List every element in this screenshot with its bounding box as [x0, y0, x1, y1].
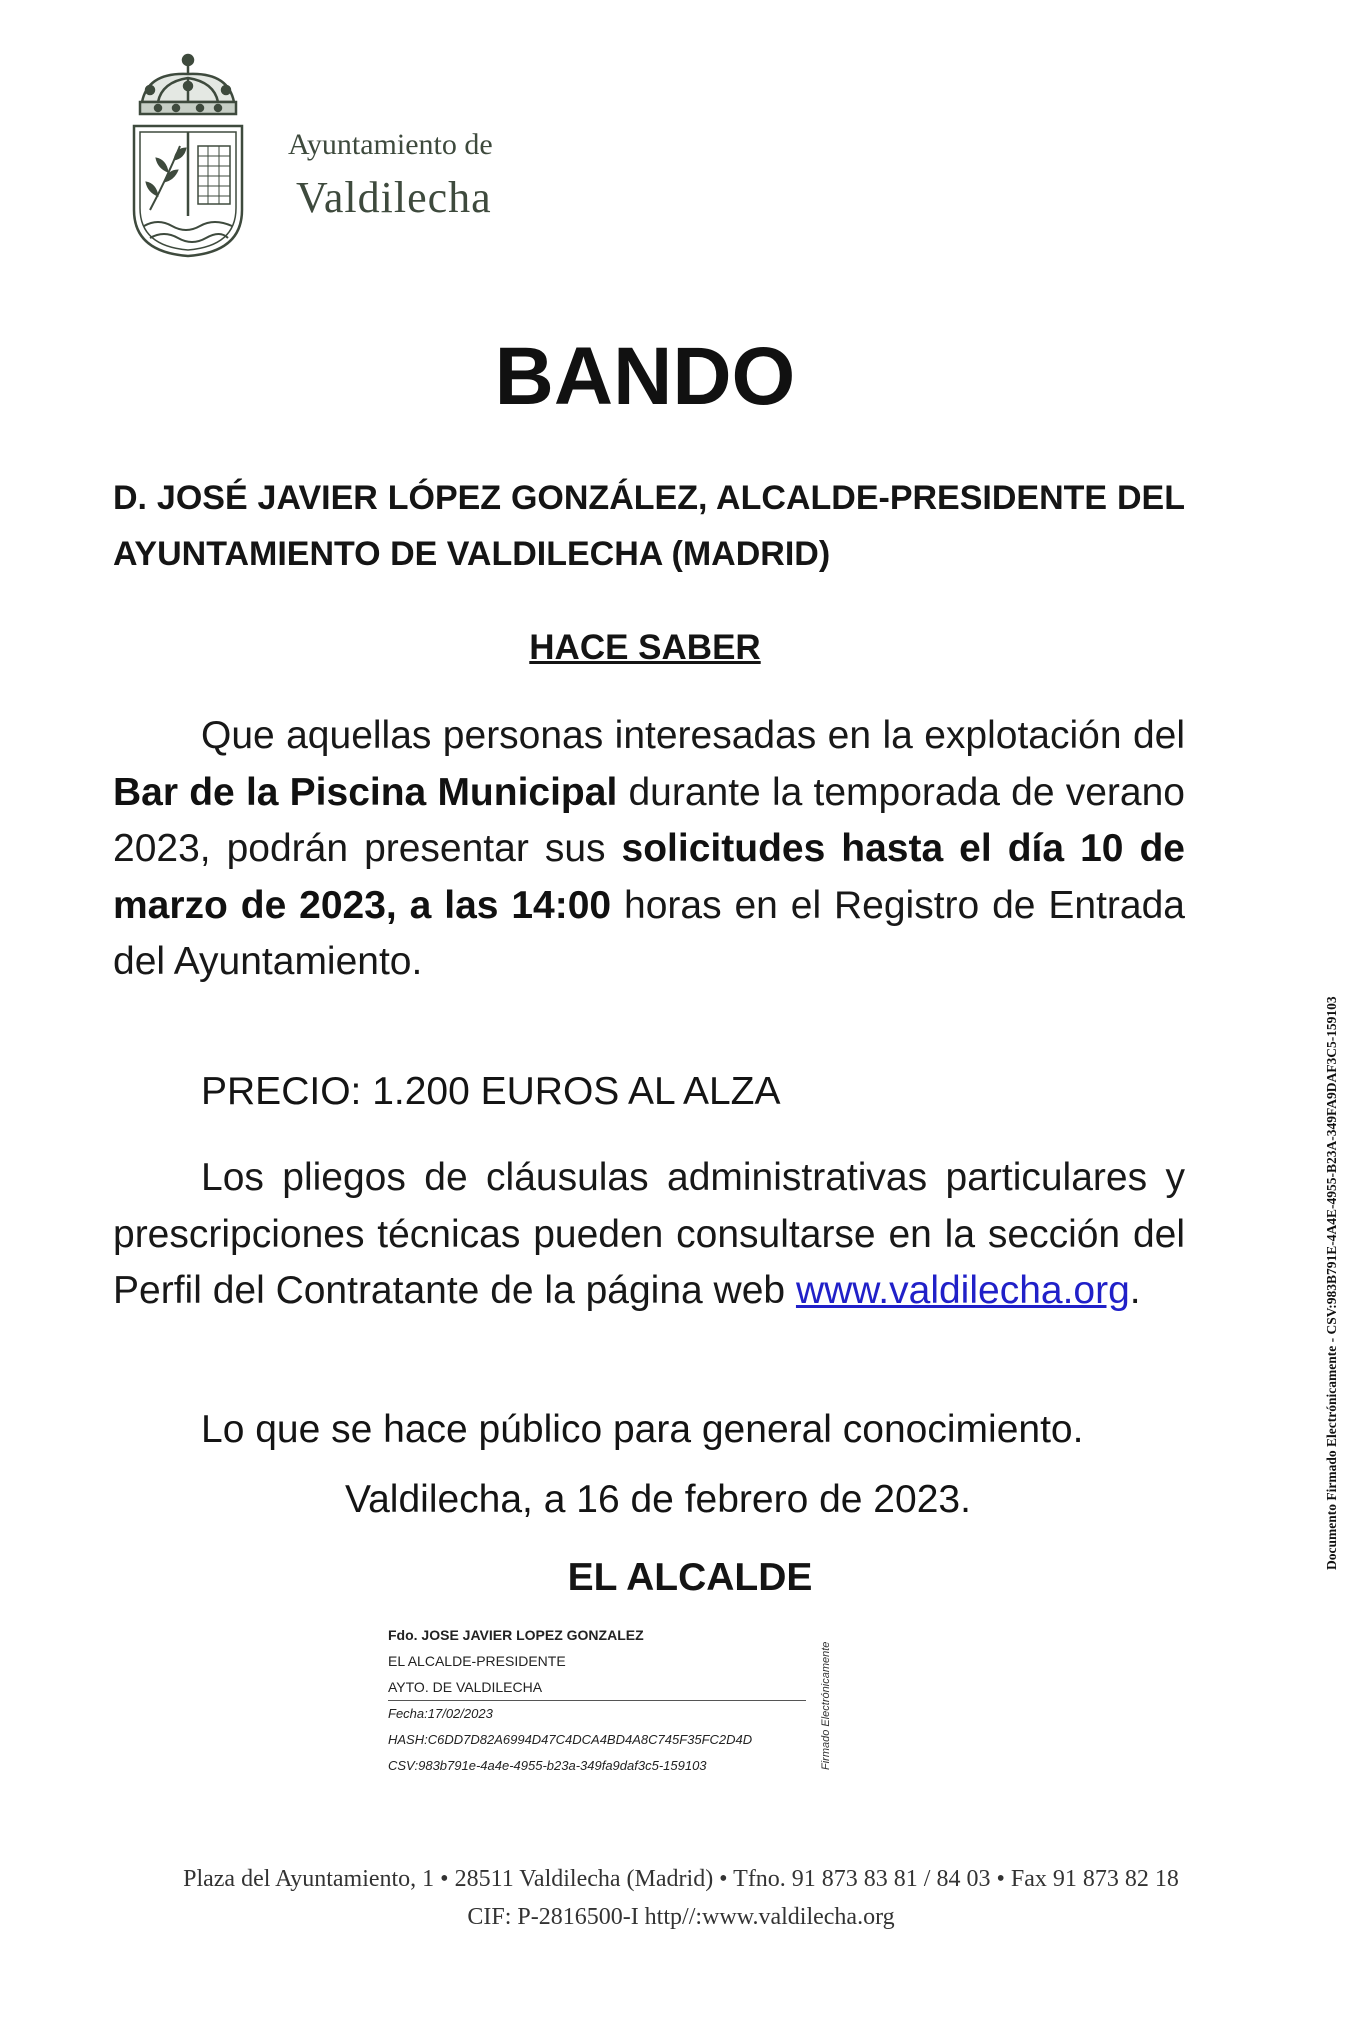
- paragraph-text: durante la temporada de verano 2023, podrán presentar sus: [113, 770, 1185, 870]
- signature-csv: CSV:983b791e-4a4e-4955-b23a-349fa9daf3c5-159103: [388, 1758, 707, 1773]
- coat-of-arms-icon: [128, 50, 248, 260]
- mayor-heading: EL ALCALDE: [567, 1556, 813, 1599]
- hace-saber-heading: HACE SABER: [529, 628, 761, 667]
- signer-name: Fdo. JOSE JAVIER LOPEZ GONZALEZ: [388, 1627, 644, 1643]
- footer-cif-web: CIF: P-2816500-I http//:www.valdilecha.org: [467, 1904, 895, 1930]
- footer-address: Plaza del Ayuntamiento, 1 • 28511 Valdilecha (Madrid) • Tfno. 91 873 83 81 / 84 03 • Fax 91 873 82 18: [183, 1866, 1179, 1892]
- public-notice-line: Lo que se hace público para general conocimiento.: [201, 1408, 1084, 1451]
- side-verification-note: [1324, 820, 1342, 1570]
- municipality-name-line2: Valdilecha: [296, 173, 492, 222]
- signer-role: EL ALCALDE-PRESIDENTE: [388, 1653, 566, 1669]
- document-title: BANDO: [494, 331, 796, 422]
- signature-date: Fecha:17/02/2023: [388, 1706, 493, 1721]
- signature-hash: HASH:C6DD7D82A6994D47C4DCA4BD4A8C745F35FC2D4D: [388, 1732, 753, 1747]
- signer-org: AYTO. DE VALDILECHA: [388, 1674, 806, 1701]
- signature-vertical-label: [820, 1640, 836, 1770]
- signature-vertical-text: Firmado Electrónicamente: [820, 1641, 832, 1770]
- price-line: PRECIO: 1.200 EUROS AL ALZA: [201, 1070, 781, 1113]
- paragraph-text: Los pliegos de cláusulas administrativas particulares y prescripciones técnicas pueden consultarse en la sección del Perfil del Contratante de la página web: [113, 1156, 1185, 1312]
- place-date-line: Valdilecha, a 16 de febrero de 2023.: [345, 1478, 971, 1521]
- municipality-name-line1: Ayuntamiento de: [288, 128, 493, 161]
- bar-name-bold: Bar de la Piscina Municipal: [113, 770, 618, 814]
- side-verification-text: Documento Firmado Electrónicamente - CSV:983B791E-4A4E-4955-B23A-349FA9DAF3C5-159103: [1324, 996, 1339, 1570]
- main-paragraph: [113, 708, 1185, 991]
- paragraph-text: Que aquellas personas interesadas en la explotación del: [201, 714, 1185, 757]
- paragraph-end: .: [1129, 1269, 1141, 1312]
- website-link[interactable]: www.valdilecha.org: [795, 1269, 1130, 1312]
- signature-block: [388, 1622, 818, 1779]
- pliegos-paragraph: [113, 1150, 1185, 1320]
- deadline-bold: solicitudes hasta el día 10 de marzo de 2023, a las 14:00: [113, 827, 1185, 927]
- issuing-authority: D. JOSÉ JAVIER LÓPEZ GONZÁLEZ, ALCALDE-PRESIDENTE DEL AYUNTAMIENTO DE VALDILECHA (MADRID): [113, 479, 1185, 573]
- paragraph-text: horas en el Registro de Entrada del Ayuntamiento.: [113, 883, 1185, 983]
